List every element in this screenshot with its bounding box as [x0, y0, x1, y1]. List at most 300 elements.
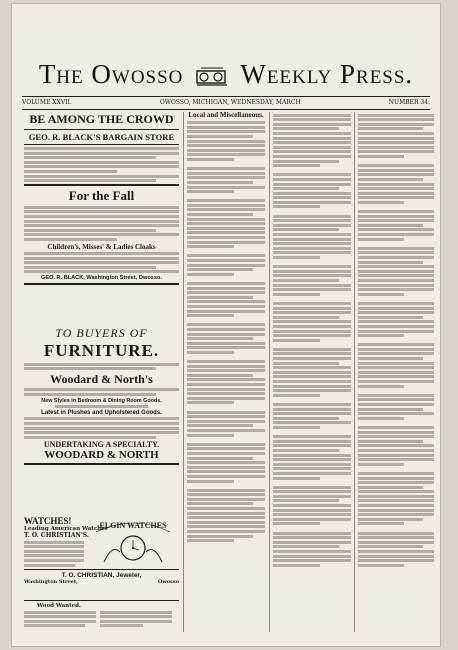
text-line — [358, 536, 434, 539]
black-ad-signature: GEO. R. BLACK, Washington Street, Owosso. — [41, 275, 162, 282]
text-line — [273, 550, 351, 553]
text-line — [187, 176, 265, 179]
text-line — [358, 114, 434, 117]
text-line — [187, 539, 234, 542]
watches-ad-title: WATCHES! — [24, 516, 72, 526]
text-line — [273, 541, 351, 544]
text-line — [358, 417, 404, 420]
text-line — [358, 357, 423, 360]
text-line — [273, 380, 351, 383]
text-line — [273, 316, 339, 319]
text-line — [187, 172, 265, 175]
text-line — [358, 219, 434, 222]
text-line — [358, 371, 434, 374]
text-line — [358, 449, 434, 452]
text-line — [273, 215, 351, 218]
text-line — [187, 218, 265, 221]
text-line — [358, 444, 434, 447]
text-line — [358, 408, 423, 411]
text-line — [273, 564, 320, 567]
watches-ad-street: Washington Street, — [24, 578, 78, 585]
text-line — [358, 463, 404, 466]
text-line — [187, 424, 253, 427]
text-line — [187, 208, 265, 211]
text-line — [273, 440, 351, 443]
text-line — [358, 150, 434, 153]
text-line — [187, 365, 265, 368]
text-line — [187, 167, 265, 170]
text-line — [273, 320, 351, 323]
text-line — [358, 564, 404, 567]
text-line — [273, 472, 351, 475]
text-line — [273, 385, 351, 388]
black-ad-body — [24, 147, 179, 182]
local-news-heading: Local and Miscellaneous. — [188, 112, 264, 119]
text-line — [358, 398, 434, 401]
text-line — [187, 153, 265, 156]
wood-wanted-notice — [24, 598, 179, 632]
text-line — [187, 337, 253, 340]
text-line — [358, 522, 404, 525]
text-line — [273, 458, 351, 461]
furniture-ad-intro — [24, 363, 179, 371]
text-line — [187, 199, 265, 202]
text-line — [358, 431, 434, 434]
text-line — [187, 236, 265, 239]
text-line — [273, 444, 351, 447]
text-line — [358, 325, 434, 328]
volume-label: VOLUME XXVII. — [22, 99, 72, 106]
text-line — [273, 224, 351, 227]
text-line — [358, 307, 434, 310]
text-line — [273, 183, 351, 186]
text-line — [187, 397, 265, 400]
text-line — [358, 366, 434, 369]
text-line — [187, 512, 265, 515]
text-line — [273, 279, 339, 282]
text-line — [273, 265, 351, 268]
text-line — [358, 458, 434, 461]
text-line — [358, 426, 434, 429]
text-line — [358, 164, 434, 167]
text-line — [187, 498, 265, 501]
text-line — [273, 201, 351, 204]
text-line — [187, 401, 234, 404]
text-line — [358, 228, 434, 231]
black-ad-cloaks-body — [24, 252, 179, 273]
text-line — [358, 545, 423, 548]
text-line — [187, 268, 253, 271]
text-line — [273, 375, 351, 378]
text-line — [187, 222, 265, 225]
text-line — [273, 357, 351, 360]
text-line — [187, 530, 265, 533]
text-line — [358, 146, 434, 149]
text-line — [358, 440, 423, 443]
text-line — [358, 233, 434, 236]
title-right: Weekly Press. — [240, 59, 414, 89]
text-line — [273, 555, 351, 558]
text-line — [273, 288, 351, 291]
text-line — [358, 362, 434, 365]
text-line — [358, 385, 404, 388]
elgin-watch-illustration — [90, 516, 176, 566]
text-line — [187, 411, 265, 414]
watches-ad-address — [24, 579, 179, 585]
printing-press-icon — [195, 65, 229, 89]
text-line — [273, 123, 351, 126]
text-line — [358, 261, 423, 264]
text-line — [187, 158, 234, 161]
text-line — [358, 499, 434, 502]
text-line — [273, 270, 351, 273]
text-line — [358, 316, 423, 319]
text-line — [273, 219, 351, 222]
dateline — [22, 96, 430, 110]
text-line — [358, 477, 434, 480]
text-line — [273, 532, 351, 535]
text-line — [187, 264, 265, 267]
text-line — [187, 121, 265, 124]
text-line — [358, 435, 434, 438]
text-line — [187, 190, 234, 193]
watches-ad-subtitle: Leading American Watches — [24, 526, 108, 532]
text-line — [273, 366, 351, 369]
local-news-column — [187, 112, 265, 637]
text-line — [358, 265, 434, 268]
text-line — [358, 380, 434, 383]
text-line — [273, 247, 351, 250]
text-line — [187, 378, 265, 381]
text-line — [358, 173, 434, 176]
text-line — [187, 181, 253, 184]
text-line — [358, 270, 434, 273]
text-line — [358, 311, 434, 314]
text-line — [273, 499, 339, 502]
text-line — [187, 415, 265, 418]
text-line — [187, 452, 265, 455]
black-ad-cloaks: Children's, Misses' & Ladies Cloaks — [47, 242, 156, 251]
text-line — [187, 369, 265, 372]
text-line — [273, 233, 351, 236]
furniture-ad-plush: Latest in Plushes and Upholstered Goods. — [41, 409, 162, 416]
text-line — [273, 467, 351, 470]
text-line — [358, 224, 423, 227]
text-line — [187, 434, 234, 437]
text-line — [187, 457, 253, 460]
text-line — [273, 284, 351, 287]
furniture-ad-body3 — [24, 417, 179, 438]
text-line — [187, 470, 265, 473]
text-line — [273, 325, 351, 328]
furniture-ad-styles: New Styles in Bedroom & Dining Room Goods. — [41, 397, 162, 404]
wood-wanted-title: Wood Wanted. — [37, 603, 81, 609]
text-line — [187, 259, 265, 262]
text-line — [358, 274, 434, 277]
text-line — [273, 536, 351, 539]
text-line — [187, 525, 265, 528]
furniture-ad-big: FURNITURE. — [43, 341, 160, 360]
text-line — [273, 238, 351, 241]
text-line — [187, 351, 234, 354]
column-text — [187, 121, 265, 547]
text-line — [273, 421, 351, 424]
text-line — [358, 284, 434, 287]
text-line — [273, 251, 351, 254]
text-line — [358, 215, 434, 218]
news-column-3 — [358, 112, 434, 637]
text-line — [187, 282, 265, 285]
text-line — [358, 127, 423, 130]
text-line — [273, 192, 351, 195]
text-line — [358, 532, 434, 535]
column-rule — [354, 112, 355, 632]
text-line — [358, 454, 434, 457]
text-line — [358, 348, 434, 351]
text-line — [273, 155, 351, 158]
text-line — [187, 126, 265, 129]
text-line — [187, 493, 265, 496]
newspaper-title — [16, 54, 436, 94]
text-line — [187, 186, 265, 189]
text-line — [358, 481, 434, 484]
text-line — [187, 521, 265, 524]
text-line — [273, 141, 351, 144]
text-line — [187, 213, 253, 216]
text-line — [273, 302, 351, 305]
text-line — [358, 192, 434, 195]
text-line — [358, 183, 434, 186]
text-line — [358, 279, 434, 282]
text-line — [273, 330, 351, 333]
text-line — [273, 352, 351, 355]
text-line — [358, 178, 423, 181]
column-text — [358, 114, 434, 572]
text-line — [273, 454, 351, 457]
text-line — [358, 155, 404, 158]
text-line — [273, 137, 351, 140]
text-line — [187, 443, 265, 446]
text-line — [273, 412, 351, 415]
text-line — [187, 535, 253, 538]
text-line — [273, 513, 351, 516]
text-line — [187, 392, 265, 395]
black-ad-store-name: GEO. R. BLACK'S BARGAIN STORE — [28, 132, 175, 142]
column-rule — [269, 112, 270, 632]
text-line — [273, 362, 339, 365]
text-line — [358, 251, 434, 254]
text-line — [273, 118, 351, 121]
text-line — [273, 311, 351, 314]
text-line — [273, 403, 351, 406]
text-line — [358, 513, 434, 516]
text-line — [187, 305, 265, 308]
text-line — [187, 388, 265, 391]
text-line — [187, 227, 265, 230]
text-line — [187, 328, 265, 331]
place-date-label: OWOSSO, MICHIGAN, WEDNESDAY, MARCH — [159, 99, 301, 106]
text-line — [187, 333, 265, 336]
text-line — [358, 490, 434, 493]
text-line — [358, 352, 434, 355]
text-line — [358, 518, 423, 521]
text-line — [273, 307, 351, 310]
text-line — [358, 330, 434, 333]
text-line — [273, 348, 351, 351]
text-line — [273, 173, 351, 176]
text-line — [358, 187, 434, 190]
text-line — [358, 238, 404, 241]
text-line — [273, 256, 320, 259]
black-ad-fall-body — [24, 206, 179, 241]
text-line — [187, 314, 234, 317]
text-line — [187, 149, 265, 152]
text-line — [358, 196, 434, 199]
text-line — [187, 287, 265, 290]
text-line — [187, 310, 265, 313]
text-line — [358, 495, 434, 498]
text-line — [358, 555, 434, 558]
title-left: The Owosso — [38, 59, 184, 89]
text-line — [273, 242, 351, 245]
text-line — [187, 323, 265, 326]
text-line — [187, 420, 265, 423]
text-line — [358, 320, 434, 323]
text-line — [273, 435, 351, 438]
text-line — [358, 486, 423, 489]
text-line — [187, 140, 265, 143]
text-line — [187, 342, 265, 345]
text-line — [273, 486, 351, 489]
text-line — [187, 447, 265, 450]
text-line — [187, 130, 265, 133]
text-line — [273, 477, 320, 480]
text-line — [187, 296, 253, 299]
text-line — [187, 516, 265, 519]
text-line — [273, 522, 320, 525]
newspaper-page — [12, 4, 440, 646]
wood-wanted-body — [24, 609, 179, 629]
text-line — [273, 545, 339, 548]
text-line — [273, 196, 351, 199]
column-rule — [183, 112, 184, 632]
text-line — [358, 201, 404, 204]
text-line — [187, 254, 265, 257]
text-line — [273, 114, 351, 117]
text-line — [273, 426, 320, 429]
text-line — [187, 346, 265, 349]
text-line — [187, 480, 234, 483]
text-line — [273, 228, 339, 231]
watches-ad-signature: T. O. CHRISTIAN, Jeweler, — [61, 571, 142, 579]
text-line — [358, 210, 434, 213]
text-line — [273, 559, 351, 562]
text-line — [187, 204, 265, 207]
text-line — [358, 118, 434, 121]
text-line — [358, 256, 434, 259]
text-line — [187, 273, 234, 276]
elgin-label: ELGIN WATCHES — [99, 521, 167, 530]
text-line — [273, 160, 339, 163]
text-line — [358, 343, 434, 346]
black-ad-fall-heading: For the Fall — [68, 188, 135, 204]
watches-ad-dealer: T. O. CHRISTIAN'S. — [24, 532, 89, 539]
text-line — [273, 274, 351, 277]
furniture-ad-firm: Woodard & North's — [50, 371, 153, 386]
text-line — [358, 247, 434, 250]
text-line — [358, 509, 434, 512]
text-line — [273, 164, 320, 167]
text-line — [358, 334, 404, 337]
text-line — [358, 394, 434, 397]
text-line — [273, 132, 351, 135]
furniture-ad-undertaking: UNDERTAKING A SPECIALTY. — [43, 440, 160, 450]
text-line — [358, 472, 434, 475]
furniture-ad-body — [24, 388, 179, 396]
text-line — [358, 169, 434, 172]
text-line — [358, 375, 434, 378]
elgin-watch-icon — [90, 516, 176, 566]
text-line — [187, 429, 265, 432]
text-line — [187, 461, 265, 464]
text-line — [273, 127, 339, 130]
number-label: NUMBER 34. — [388, 99, 430, 106]
text-line — [273, 518, 351, 521]
watches-ad-city: Owosso — [158, 578, 179, 585]
text-line — [358, 123, 434, 126]
text-line — [187, 245, 234, 248]
text-line — [187, 291, 265, 294]
text-line — [273, 408, 351, 411]
text-line — [187, 383, 265, 386]
text-line — [187, 300, 265, 303]
text-line — [358, 559, 434, 562]
text-line — [273, 509, 351, 512]
text-line — [187, 502, 253, 505]
text-line — [358, 550, 434, 553]
text-line — [358, 302, 434, 305]
text-line — [187, 135, 253, 138]
text-line — [273, 334, 351, 337]
text-line — [273, 205, 320, 208]
text-line — [187, 475, 265, 478]
text-line — [273, 146, 351, 149]
text-line — [187, 241, 265, 244]
text-line — [273, 178, 351, 181]
text-line — [273, 187, 339, 190]
text-line — [187, 507, 265, 510]
black-bargain-store-ad — [24, 112, 179, 324]
text-line — [273, 495, 351, 498]
masthead — [16, 54, 436, 94]
column-text — [273, 114, 351, 572]
text-line — [273, 371, 351, 374]
furniture-ad — [24, 326, 179, 514]
text-line — [273, 490, 351, 493]
text-line — [358, 504, 434, 507]
furniture-ad-body2 — [24, 405, 179, 408]
text-line — [358, 293, 404, 296]
text-line — [273, 293, 320, 296]
watches-ad-body — [24, 541, 84, 567]
furniture-ad-firm-footer: WOODARD & NORTH — [44, 449, 159, 462]
text-line — [273, 463, 351, 466]
text-line — [187, 360, 265, 363]
text-line — [273, 150, 351, 153]
advertising-column — [24, 112, 179, 632]
text-line — [358, 137, 434, 140]
text-line — [358, 141, 434, 144]
